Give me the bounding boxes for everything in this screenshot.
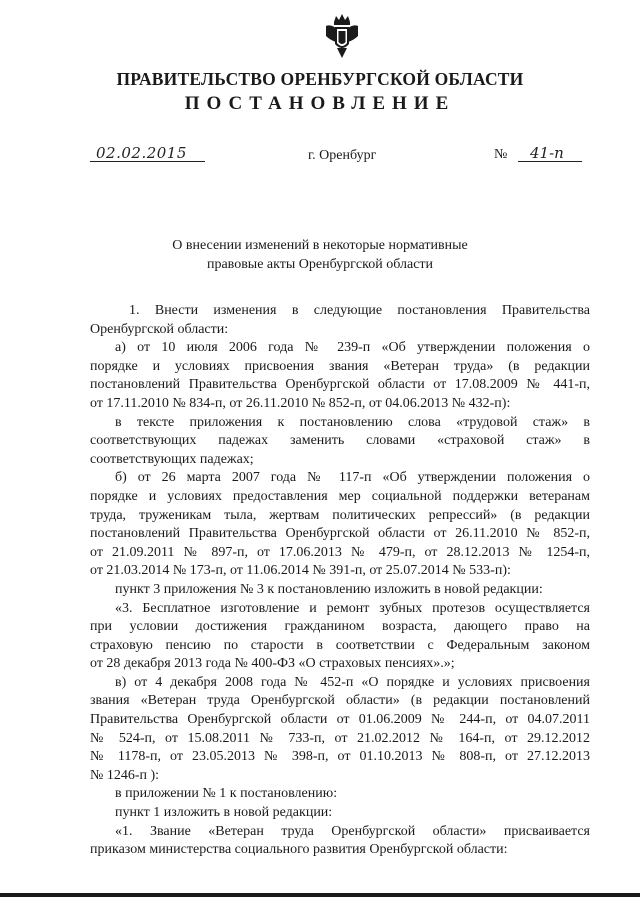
body-line: от 17.11.2010 № 834-п, от 26.11.2010 № 852-п, от 04.06.2013 № 432-п): <box>90 395 511 411</box>
body-line: а) от 10 июля 2006 года № 239-п «Об утверждении положения о <box>115 340 590 356</box>
body-line: соответствующих падежах; <box>90 451 254 467</box>
body-line: при условии достижения гражданином возраста, дающего право на <box>90 619 590 635</box>
body-line: страховую пенсию по старости в соответствии с Федеральным законом <box>90 637 590 653</box>
page-bottom-edge <box>0 893 640 897</box>
body-line: Правительства Оренбургской области от 01.06.2009 № 244-п, от 04.07.2011 <box>90 712 590 728</box>
body-line: от 21.03.2014 № 173-п, от 11.06.2014 № 391-п, от 25.07.2014 № 533-п): <box>90 563 511 579</box>
document-date: 02.02.2015 <box>96 144 187 162</box>
subject-line: правовые акты Оренбургской области <box>206 257 434 272</box>
body-line: постановлений Правительства Оренбургской области от 17.08.2009 № 441-п, <box>90 377 590 393</box>
document-body <box>90 302 590 860</box>
body-line: порядке и условиях присвоения звания «Ветеран труда» (в редакции <box>90 358 590 374</box>
body-line: б) от 26 марта 2007 года № 117-п «Об утверждении положения о <box>115 470 590 486</box>
body-line: № 1178-п, от 23.05.2013 № 398-п, от 01.10.2013 № 808-п, от 27.12.2013 <box>90 749 590 765</box>
body-line: от 28 декабря 2013 года № 400-ФЗ «О страховых пенсиях».»; <box>90 656 455 672</box>
body-line: «1. Звание «Ветеран труда Оренбургской области» присваивается <box>115 823 590 839</box>
government-title: ПРАВИТЕЛЬСТВО ОРЕНБУРГСКОЙ ОБЛАСТИ <box>116 69 524 89</box>
body-line: 1. Внести изменения в следующие постановления Правительства <box>129 303 590 318</box>
document-city: г. Оренбург <box>308 148 377 163</box>
document-type: ПОСТАНОВЛЕНИЕ <box>184 93 456 114</box>
body-line: в тексте приложения к постановлению слова «трудовой стаж» в <box>115 414 590 430</box>
body-line: пункт 1 изложить в новой редакции: <box>115 805 333 821</box>
body-line: в приложении № 1 к постановлению: <box>115 786 338 802</box>
body-line: звания «Ветеран труда Оренбургской области» (в редакции постановлений <box>90 693 590 709</box>
body-line: порядке и условиях предоставления мер социальной поддержки ветеранам <box>90 488 590 504</box>
body-line: пункт 3 приложения № 3 к постановлению изложить в новой редакции: <box>115 581 543 597</box>
subject-line: О внесении изменений в некоторые нормативные <box>172 238 468 253</box>
document-number: 41-п <box>530 144 564 162</box>
body-line: труда, труженикам тыла, жертвам политических репрессий» (в редакции <box>90 507 590 523</box>
body-line: от 21.09.2011 № 897-п, от 17.06.2013 № 479-п, от 28.12.2013 № 1254-п, <box>90 544 590 560</box>
body-line: соответствующих падежах заменить словами «страховой стаж» в <box>90 433 590 449</box>
body-line: в) от 4 декабря 2008 года № 452-п «О порядке и условиях присвоения <box>115 674 590 690</box>
document-subject <box>0 236 640 274</box>
body-line: № 524-п, от 15.08.2011 № 733-п, от 21.02.2012 № 164-п, от 29.12.2012 <box>90 730 590 746</box>
coat-of-arms-icon <box>324 12 360 60</box>
number-underline <box>518 161 582 162</box>
body-line: приказом министерства социального развития Оренбургской области: <box>90 842 508 858</box>
body-line: постановлений Правительства Оренбургской области от 26.11.2010 № 852-п, <box>90 526 590 542</box>
document-meta <box>0 143 640 167</box>
body-line: «3. Бесплатное изготовление и ремонт зубных протезов осуществляется <box>115 600 590 616</box>
number-label: № <box>494 147 508 162</box>
date-underline <box>90 161 205 162</box>
body-line: Оренбургской области: <box>90 321 229 337</box>
body-line: № 1246-п ): <box>90 767 160 783</box>
